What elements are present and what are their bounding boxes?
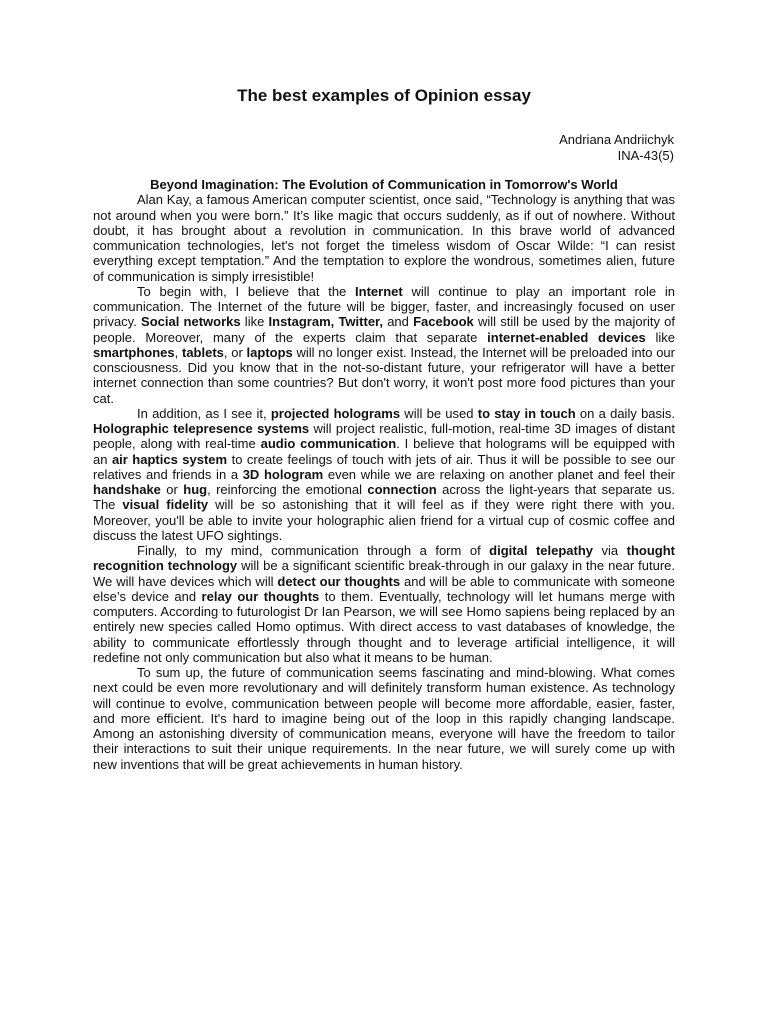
author-name: Andriana Andriichyk [559,132,674,147]
bold-term: visual fidelity [122,497,209,513]
text-run: will still be used by the majority of people. Moreover, many of the experts claim that separate [93,314,675,345]
bold-term: internet-enabled devices [487,329,646,345]
text-run: . I believe that holograms will be equipped with an [93,436,676,467]
bold-term: relay our thoughts [201,588,320,604]
text-run: will project realistic, full-motion, real-time 3D images of distant people, along with real-time [93,421,675,452]
paragraph [93,192,675,284]
text-run: on a daily basis. [575,405,676,421]
text-run: To sum up, the future of communication seems fascinating and mind-blowing. What comes next could be even more revolutionary and will definitely transform human existence. As technology will continue to evolve, communication between people will become more affordable, easier, faster, and more efficient. It's hard to imagine being out of the loop in this rapidly changing landscape. Among an astonishing diversity of communication means, everyone will have the freedom to tailor their interactions to suit their unique requirements. In the near future, we will surely come up with new inventions that will be great achievements in human history. [93,665,675,772]
text-run: even while we are relaxing on another planet and feel their [323,466,675,482]
essay-body [93,177,675,772]
text-run: In addition, as I see it, [137,405,271,421]
bold-term: Social networks [141,314,241,330]
text-run: , or [223,344,247,360]
text-run: will be used [400,405,478,421]
paragraph [93,665,675,772]
text-run: and [383,314,414,330]
bold-term: Holographic telepresence systems [93,421,310,436]
text-run: and will be able to communicate with someone else’s device and [93,573,676,604]
text-run: Alan Kay, a famous American computer scientist, once said, “Technology is anything that was not around when you were born.” It’s like magic that occurs suddenly, as if out of nowhere. Without doubt, it has brought about a revolution in communication. In this brave world of advanced communication technologies, let's not forget the timeless wisdom of Oscar Wilde: “I can resist everything except temptation.” And the temptation to explore the wondrous, sometimes alien, future of communication is simply irresistible! [93,192,675,284]
text-run: will continue to play an important role in communication. The Internet of the future will be bigger, faster, and increasingly focused on user privacy. [93,283,676,330]
text-run: to create feelings of touch with jets of air. Thus it will be possible to see our relatives and friends in a [93,451,676,482]
paragraph [93,284,675,406]
text-run: to them. Eventually, technology will let humans merge with computers. According to futurologist Dr Ian Pearson, we will see Homo sapiens being replaced by an entirely new species called Homo optimus. With direct access to vast databases of knowledge, the ability to communicate effortlessly through thought and to leverage artificial intelligence, it will redefine not only communication but also what it means to be human. [93,588,675,665]
bold-term: Facebook [413,314,474,330]
text-run: , [174,344,182,360]
bold-term: audio communication [260,436,397,452]
bold-term: to stay in touch [477,405,576,421]
text-run: will no longer exist. Instead, the Internet will be preloaded into our consciousness. Did you know that in the not-so-distant future, your refrigerator will have a better internet connection than some countries? But don't worry, it won't post more food pictures than your cat. [93,344,675,406]
bold-term: Internet [355,283,403,299]
text-run: across the light-years that separate us. The [93,482,675,513]
author-group: INA-43(5) [617,147,674,163]
bold-term: laptops [246,344,293,360]
text-run: will be so astonishing that it will feel as if they were right there with you. Moreover, you'll be able to invite your holographic alien friend for a virtual cup of cosmic coffee and discuss the latest UFO sightings. [93,497,675,543]
text-run: via [593,543,627,558]
paragraph [93,406,675,543]
bold-term: projected holograms [270,405,401,421]
text-run: like [240,314,269,330]
bold-term: smartphones [93,344,175,360]
text-run: or [160,482,184,497]
paragraph [93,543,675,665]
bold-term: hug [183,482,208,497]
bold-term: thought recognition technology [93,543,675,574]
document-title: The best examples of Opinion essay [237,86,531,105]
text-run: , reinforcing the emotional [207,482,368,497]
bold-term: handshake [93,482,161,497]
essay-title: Beyond Imagination: The Evolution of Communication in Tomorrow's World [150,177,618,192]
bold-term: connection [367,482,437,497]
author-block [559,132,674,163]
bold-term: air haptics system [111,451,228,467]
bold-term: detect our thoughts [277,573,401,589]
bold-term: Instagram, Twitter, [268,314,383,330]
bold-term: 3D hologram [242,466,324,482]
bold-term: digital telepathy [489,543,594,558]
bold-term: tablets [181,344,224,360]
text-run: Finally, to my mind, communication through a form of [137,543,490,558]
text-run: like [645,329,675,345]
text-run: To begin with, I believe that the [137,283,356,299]
text-run: will be a significant scientific break-through in our galaxy in the near future. We will have devices which will [93,558,675,589]
